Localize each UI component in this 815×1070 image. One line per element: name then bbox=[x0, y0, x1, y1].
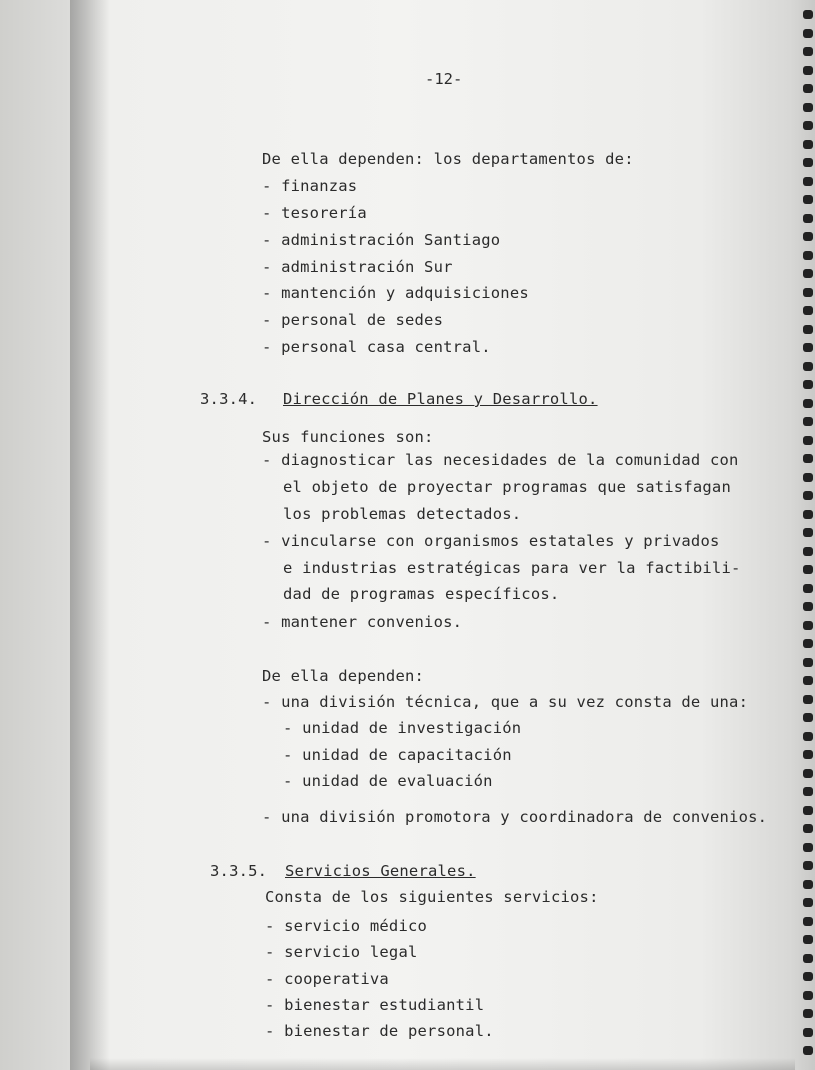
function-line: e industrias estratégicas para ver la factibili- bbox=[283, 559, 741, 577]
spiral-coil bbox=[803, 158, 813, 167]
unit-item: - unidad de evaluación bbox=[283, 772, 493, 790]
spiral-coil bbox=[803, 991, 813, 1000]
spiral-coil bbox=[803, 195, 813, 204]
spiral-coil bbox=[803, 1009, 813, 1018]
service-item: - servicio legal bbox=[265, 943, 418, 961]
spiral-coil bbox=[803, 491, 813, 500]
spiral-coil bbox=[803, 528, 813, 537]
spiral-coil bbox=[803, 473, 813, 482]
spiral-coil bbox=[803, 880, 813, 889]
spiral-coil bbox=[803, 343, 813, 352]
spiral-coil bbox=[803, 639, 813, 648]
spiral-coil bbox=[803, 935, 813, 944]
spiral-coil bbox=[803, 547, 813, 556]
page-number: -12- bbox=[425, 70, 463, 88]
spiral-coil bbox=[803, 47, 813, 56]
spiral-coil bbox=[803, 787, 813, 796]
spiral-coil bbox=[803, 84, 813, 93]
spiral-coil bbox=[803, 898, 813, 907]
spiral-coil bbox=[803, 177, 813, 186]
spiral-coil bbox=[803, 917, 813, 926]
spiral-coil bbox=[803, 417, 813, 426]
spiral-coil bbox=[803, 1046, 813, 1055]
function-line: los problemas detectados. bbox=[283, 505, 522, 523]
spiral-coil bbox=[803, 399, 813, 408]
function-line: - diagnosticar las necesidades de la comunidad con bbox=[262, 451, 739, 469]
unit-item: - unidad de capacitación bbox=[283, 746, 512, 764]
spiral-coil bbox=[803, 29, 813, 38]
service-item: - servicio médico bbox=[265, 917, 428, 935]
department-item: - finanzas bbox=[262, 177, 358, 195]
spiral-coil bbox=[803, 695, 813, 704]
functions-intro: Sus funciones son: bbox=[262, 428, 434, 446]
depends-intro: De ella dependen: bbox=[262, 667, 425, 685]
function-line: - mantener convenios. bbox=[262, 613, 463, 631]
spiral-coil bbox=[803, 362, 813, 371]
spiral-coil bbox=[803, 214, 813, 223]
spiral-coil bbox=[803, 1028, 813, 1037]
section-3-3-4-title: Dirección de Planes y Desarrollo. bbox=[283, 390, 598, 408]
spiral-coil bbox=[803, 676, 813, 685]
spiral-coil bbox=[803, 103, 813, 112]
spiral-coil bbox=[803, 843, 813, 852]
spiral-coil bbox=[803, 972, 813, 981]
function-line: el objeto de proyectar programas que satisfagan bbox=[283, 478, 731, 496]
spiral-coil bbox=[803, 658, 813, 667]
spiral-coil bbox=[803, 824, 813, 833]
spiral-coil bbox=[803, 621, 813, 630]
department-item: - tesorería bbox=[262, 204, 367, 222]
spiral-coil bbox=[803, 306, 813, 315]
spiral-coil bbox=[803, 769, 813, 778]
function-line: dad de programas específicos. bbox=[283, 585, 560, 603]
services-intro: Consta de los siguientes servicios: bbox=[265, 888, 599, 906]
spiral-coil bbox=[803, 565, 813, 574]
spiral-binding bbox=[797, 10, 815, 1060]
service-item: - cooperativa bbox=[265, 970, 389, 988]
service-item: - bienestar estudiantil bbox=[265, 996, 485, 1014]
spiral-coil bbox=[803, 861, 813, 870]
department-item: - administración Sur bbox=[262, 258, 453, 276]
spiral-coil bbox=[803, 510, 813, 519]
spiral-coil bbox=[803, 954, 813, 963]
spiral-coil bbox=[803, 288, 813, 297]
departments-intro: De ella dependen: los departamentos de: bbox=[262, 150, 634, 168]
spiral-coil bbox=[803, 140, 813, 149]
department-item: - administración Santiago bbox=[262, 231, 501, 249]
department-item: - personal de sedes bbox=[262, 311, 444, 329]
spiral-coil bbox=[803, 732, 813, 741]
unit-item: - unidad de investigación bbox=[283, 719, 522, 737]
spiral-coil bbox=[803, 325, 813, 334]
spiral-coil bbox=[803, 750, 813, 759]
bottom-edge-shadow bbox=[90, 1058, 795, 1070]
spiral-coil bbox=[803, 806, 813, 815]
division-tecnica: - una división técnica, que a su vez consta de una: bbox=[262, 693, 749, 711]
section-3-3-4-number: 3.3.4. bbox=[200, 390, 258, 408]
section-3-3-5-title: Servicios Generales. bbox=[285, 862, 476, 880]
spiral-coil bbox=[803, 10, 813, 19]
division-promotora: - una división promotora y coordinadora de convenios. bbox=[262, 808, 768, 826]
service-item: - bienestar de personal. bbox=[265, 1022, 494, 1040]
spiral-coil bbox=[803, 713, 813, 722]
spiral-coil bbox=[803, 66, 813, 75]
function-line: - vincularse con organismos estatales y privados bbox=[262, 532, 720, 550]
spiral-coil bbox=[803, 121, 813, 130]
spiral-coil bbox=[803, 251, 813, 260]
spiral-coil bbox=[803, 380, 813, 389]
spiral-coil bbox=[803, 232, 813, 241]
spiral-coil bbox=[803, 454, 813, 463]
spiral-coil bbox=[803, 602, 813, 611]
department-item: - mantención y adquisiciones bbox=[262, 284, 529, 302]
section-3-3-5-number: 3.3.5. bbox=[210, 862, 268, 880]
spiral-coil bbox=[803, 269, 813, 278]
spiral-coil bbox=[803, 436, 813, 445]
department-item: - personal casa central. bbox=[262, 338, 491, 356]
spiral-coil bbox=[803, 584, 813, 593]
binding-shadow bbox=[70, 0, 110, 1070]
